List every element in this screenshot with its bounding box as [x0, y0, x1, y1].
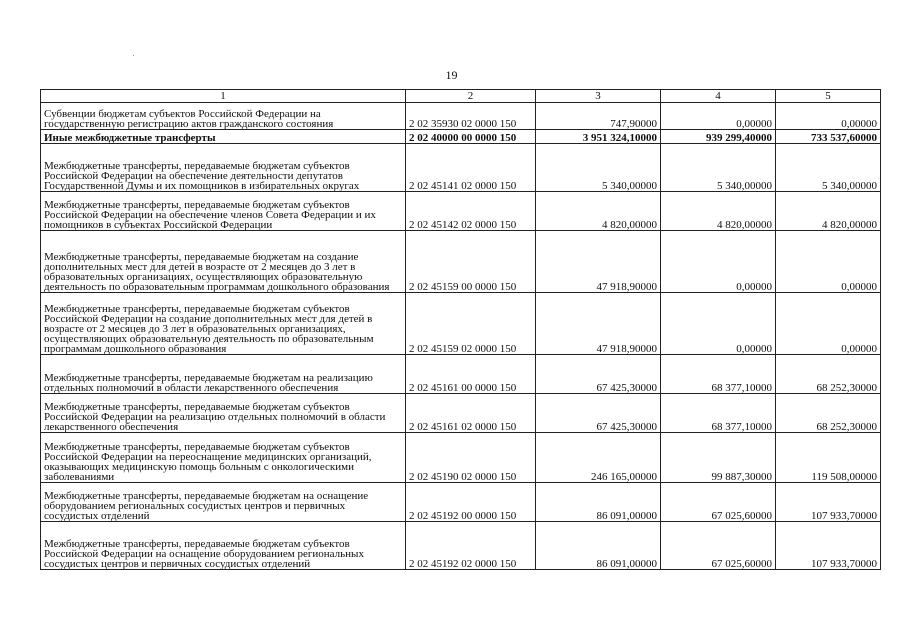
row-value-col5: 119 508,00000 — [776, 433, 881, 483]
row-value-col3: 747,90000 — [536, 103, 661, 130]
column-header: 2 — [406, 90, 536, 103]
table-row — [41, 522, 881, 570]
table-body — [41, 103, 881, 570]
row-code-cell: 2 02 45190 02 0000 150 — [406, 433, 536, 483]
row-name-cell: Межбюджетные трансферты, передаваемые бюджетам субъектов Российской Федерации на создание дополнительных мест для детей в возрасте от 2 месяцев до 3 лет в образовательных организациях, осуществляющих образовательную деятельность по образовательным программам дошкольного образования — [41, 293, 406, 355]
row-value-col4: 0,00000 — [661, 231, 776, 293]
column-header: 5 — [776, 90, 881, 103]
row-value-col5: 733 537,60000 — [776, 130, 881, 144]
row-value-col5: 68 252,30000 — [776, 355, 881, 394]
table-row — [41, 483, 881, 522]
table-row — [41, 231, 881, 293]
table-row — [41, 355, 881, 394]
row-code-cell: 2 02 35930 02 0000 150 — [406, 103, 536, 130]
row-value-col3: 47 918,90000 — [536, 293, 661, 355]
row-value-col3: 5 340,00000 — [536, 144, 661, 192]
row-code-cell: 2 02 45192 02 0000 150 — [406, 522, 536, 570]
column-header: 1 — [41, 90, 406, 103]
row-code-cell: 2 02 45192 00 0000 150 — [406, 483, 536, 522]
page-number: 19 — [445, 68, 458, 82]
row-value-col4: 5 340,00000 — [661, 144, 776, 192]
row-value-col3: 86 091,00000 — [536, 522, 661, 570]
row-value-col4: 99 887,30000 — [661, 433, 776, 483]
row-name-cell: Межбюджетные трансферты, передаваемые бюджетам субъектов Российской Федерации на реализацию отдельных полномочий в области лекарственного обеспечения — [41, 394, 406, 433]
row-value-col3: 86 091,00000 — [536, 483, 661, 522]
row-value-col4: 67 025,60000 — [661, 522, 776, 570]
table-row — [41, 192, 881, 231]
budget-table — [40, 89, 881, 570]
row-value-col5: 0,00000 — [776, 293, 881, 355]
table-row — [41, 293, 881, 355]
row-value-col3: 67 425,30000 — [536, 394, 661, 433]
row-name-cell: Иные межбюджетные трансферты — [41, 130, 406, 144]
row-value-col3: 67 425,30000 — [536, 355, 661, 394]
row-value-col4: 939 299,40000 — [661, 130, 776, 144]
row-code-cell: 2 02 45159 02 0000 150 — [406, 293, 536, 355]
row-value-col4: 68 377,10000 — [661, 355, 776, 394]
row-code-cell: 2 02 45161 02 0000 150 — [406, 394, 536, 433]
row-value-col4: 67 025,60000 — [661, 483, 776, 522]
row-name-cell: Межбюджетные трансферты, передаваемые бюджетам на создание дополнительных мест для детей в возрасте от 2 месяцев до 3 лет в образовательных организациях, осуществляющих образовательную деятельность по образовательным программам дошкольного образования — [41, 231, 406, 293]
column-number-row — [41, 90, 881, 103]
row-value-col5: 107 933,70000 — [776, 483, 881, 522]
row-value-col5: 4 820,00000 — [776, 192, 881, 231]
column-header: 3 — [536, 90, 661, 103]
row-value-col5: 5 340,00000 — [776, 144, 881, 192]
row-value-col4: 4 820,00000 — [661, 192, 776, 231]
row-name-cell: Межбюджетные трансферты, передаваемые бюджетам субъектов Российской Федерации на обеспечение деятельности депутатов Государственной Думы и их помощников в избирательных округах — [41, 144, 406, 192]
column-header: 4 — [661, 90, 776, 103]
row-name-cell: Межбюджетные трансферты, передаваемые бюджетам на реализацию отдельных полномочий в области лекарственного обеспечения — [41, 355, 406, 394]
table-row — [41, 433, 881, 483]
table-row — [41, 394, 881, 433]
row-code-cell: 2 02 45141 02 0000 150 — [406, 144, 536, 192]
row-value-col5: 0,00000 — [776, 231, 881, 293]
scan-speck — [133, 55, 134, 56]
row-value-col4: 0,00000 — [661, 293, 776, 355]
row-value-col3: 246 165,00000 — [536, 433, 661, 483]
row-value-col4: 68 377,10000 — [661, 394, 776, 433]
row-code-cell: 2 02 45161 00 0000 150 — [406, 355, 536, 394]
row-code-cell: 2 02 45159 00 0000 150 — [406, 231, 536, 293]
row-name-cell: Межбюджетные трансферты, передаваемые бюджетам субъектов Российской Федерации на обеспечение членов Совета Федерации и их помощников в субъектах Российской Федерации — [41, 192, 406, 231]
row-value-col5: 107 933,70000 — [776, 522, 881, 570]
table-row — [41, 130, 881, 144]
row-value-col5: 68 252,30000 — [776, 394, 881, 433]
row-name-cell: Межбюджетные трансферты, передаваемые бюджетам на оснащение оборудованием региональных сосудистых центров и первичных сосудистых отделений — [41, 483, 406, 522]
row-code-cell: 2 02 40000 00 0000 150 — [406, 130, 536, 144]
row-name-cell: Межбюджетные трансферты, передаваемые бюджетам субъектов Российской Федерации на оснащение оборудованием региональных сосудистых центров и первичных сосудистых отделений — [41, 522, 406, 570]
row-value-col3: 47 918,90000 — [536, 231, 661, 293]
row-name-cell: Субвенции бюджетам субъектов Российской Федерации на государственную регистрацию актов гражданского состояния — [41, 103, 406, 130]
row-value-col4: 0,00000 — [661, 103, 776, 130]
row-name-cell: Межбюджетные трансферты, передаваемые бюджетам субъектов Российской Федерации на переоснащение медицинских организаций, оказывающих медицинскую помощь больным с онкологическими заболеваниями — [41, 433, 406, 483]
row-value-col3: 4 820,00000 — [536, 192, 661, 231]
table-row — [41, 103, 881, 130]
row-value-col5: 0,00000 — [776, 103, 881, 130]
table-row — [41, 144, 881, 192]
row-code-cell: 2 02 45142 02 0000 150 — [406, 192, 536, 231]
row-value-col3: 3 951 324,10000 — [536, 130, 661, 144]
